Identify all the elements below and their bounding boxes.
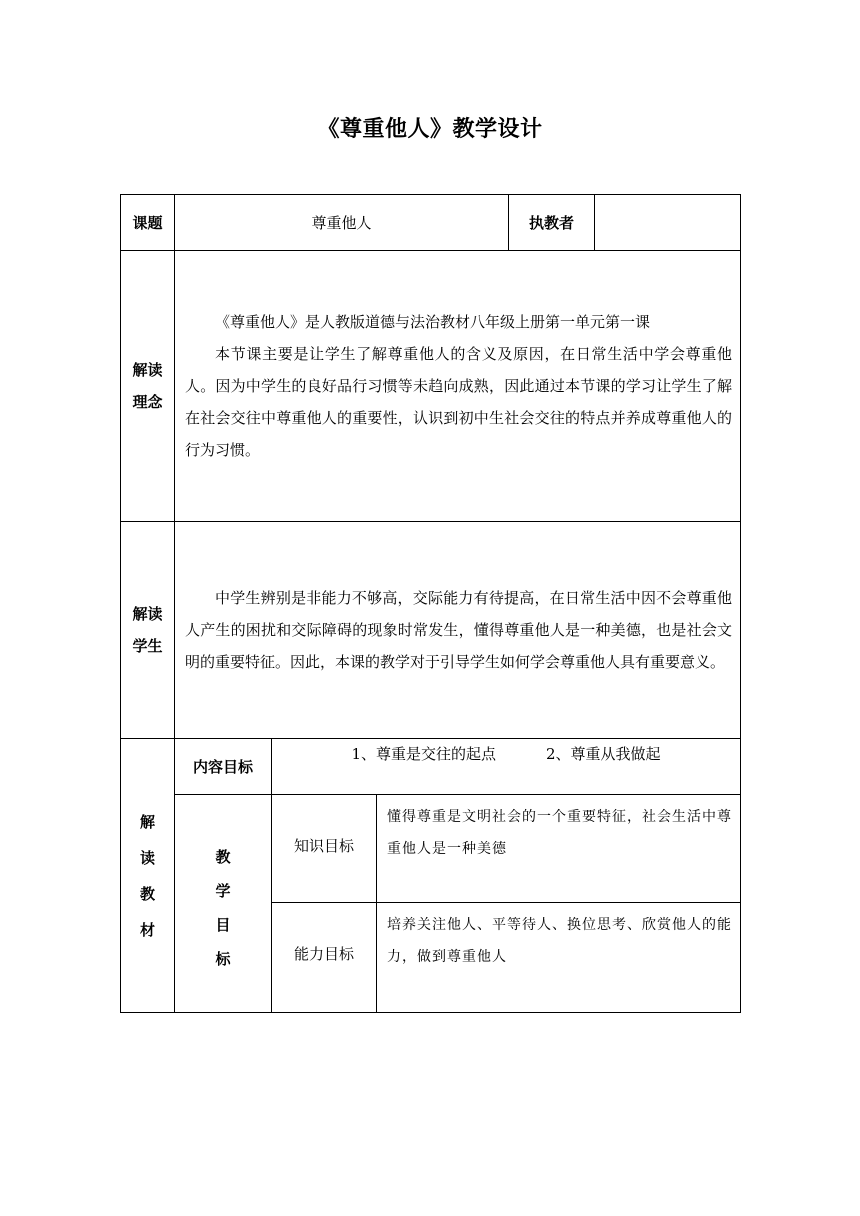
- teaching-goal-char-2: 学: [215, 881, 231, 900]
- content-goal-label: 内容目标: [175, 739, 272, 795]
- material-label-char-3: 教: [139, 884, 155, 903]
- topic-row: [121, 195, 741, 251]
- material-label-char-1: 解: [139, 812, 155, 831]
- students-para: 中学生辨别是非能力不够高，交际能力有待提高，在日常生活中因不会尊重他人产生的困扰和交际障碍的现象时常发生，懂得尊重他人是一种美德，也是社会文明的重要特征。因此，本课的教学对于引导学生如何学会尊重他人具有重要意义。: [185, 589, 733, 671]
- teaching-goal-char-3: 目: [215, 915, 231, 934]
- students-label: [121, 522, 175, 739]
- students-label-line2: 学生: [132, 637, 163, 655]
- teaching-goal-char-4: 标: [215, 949, 231, 968]
- material-label: [121, 739, 175, 1013]
- topic-label: 课题: [121, 195, 175, 251]
- material-label-char-4: 材: [139, 920, 155, 939]
- concept-row: [121, 251, 741, 522]
- material-label-char-2: 读: [139, 848, 155, 867]
- concept-label: [121, 251, 175, 522]
- students-row: [121, 522, 741, 739]
- ability-goal-text: 培养关注他人、平等待人、换位思考、欣赏他人的能力，做到尊重他人: [377, 903, 741, 1013]
- students-label-line1: 解读: [132, 605, 163, 623]
- topic-value: 尊重他人: [175, 195, 509, 251]
- students-text: [175, 522, 741, 739]
- knowledge-goal-text: 懂得尊重是文明社会的一个重要特征，社会生活中尊重他人是一种美德: [377, 795, 741, 903]
- content-goal-1: 1、尊重是交往的起点: [351, 745, 497, 763]
- content-goal-text: [272, 739, 741, 795]
- concept-para-2: 本节课主要是让学生了解尊重他人的含义及原因，在日常生活中学会尊重他人。因为中学生的良好品行习惯等未趋向成熟，因此通过本节课的学习让学生了解在社会交往中尊重他人的重要性，认识到初中生社会交往的特点并养成尊重他人的行为习惯。: [185, 345, 733, 459]
- lesson-plan-table: [120, 194, 741, 1013]
- concept-para-1: 《尊重他人》是人教版道德与法治教材八年级上册第一单元第一课: [215, 313, 651, 331]
- page-title: 《尊重他人》教学设计: [317, 117, 543, 142]
- ability-goal-label: 能力目标: [272, 903, 377, 1013]
- teacher-label: 执教者: [509, 195, 595, 251]
- knowledge-goal-row: [121, 795, 741, 903]
- concept-label-line1: 解读: [132, 361, 163, 379]
- concept-text: [175, 251, 741, 522]
- teaching-goal-char-1: 教: [215, 847, 231, 866]
- content-goal-2: 2、尊重从我做起: [546, 745, 661, 763]
- content-goal-row: [121, 739, 741, 795]
- knowledge-goal-label: 知识目标: [272, 795, 377, 903]
- teaching-goal-label: [175, 795, 272, 1013]
- teacher-value: [595, 195, 741, 251]
- concept-label-line2: 理念: [132, 393, 163, 411]
